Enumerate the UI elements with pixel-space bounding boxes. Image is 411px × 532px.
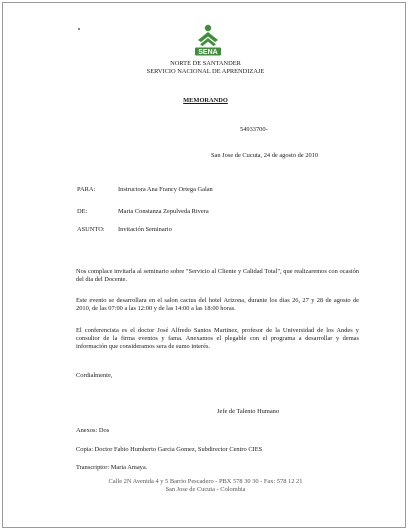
footer-address: Calle 2N Avenida 4 y 5 Barrio Pescadero - PBX 578 30 30 - Fax: 578 12 21: [108, 478, 303, 485]
region-line: NORTE DE SANTANDER: [170, 60, 241, 67]
transcriber-note: Transcriptor: Maria Amaya.: [76, 464, 148, 471]
field-label-de: DE:: [77, 208, 88, 215]
copy-note: Copia: Doctor Fabio Humberto Garcia Gomez, Subdirector Centro CIES: [76, 446, 263, 453]
place-date: San Jose de Cucuta, 24 de agosto de 2010: [211, 152, 319, 159]
attachments-note: Anexos: Dos: [76, 427, 110, 434]
memo-title: MEMORANDO: [183, 97, 228, 104]
sena-logo-icon: [190, 22, 226, 58]
field-value-de: Maria Constanza Zepulveda Rivera: [118, 208, 209, 215]
footer-city: San Jose de Cucuta - Colombia: [165, 486, 246, 493]
body-paragraph-1: Nos complace invitarla al seminario sobre "Servicio al Cliente y Calidad Total", que realizaremos con ocasión del dia del Docente.: [76, 268, 359, 283]
memo-reference: 54933700-: [240, 126, 268, 133]
scan-dot: [78, 28, 80, 30]
body-paragraph-2: Este evento se desarrollara en el salon cactus del hotel Arizona, durante los dias 26, 27 y 28 de agosto de 2010, de las 07:00 a las 12:00 y de las 14:00 a las 18:00 horas.: [76, 297, 359, 312]
institution-line: SERVICIO NACIONAL DE APRENDIZAJE: [146, 68, 265, 75]
signature-title: Jefe de Talento Humano: [217, 408, 280, 415]
logo-text: SENA: [198, 49, 218, 56]
field-label-asunto: ASUNTO:: [77, 226, 105, 233]
body-paragraph-3: El conferencista es el doctor José Alfredo Santos Martinez, profesor de la Universidad de los Andes y consultor de la firma eventos y fama. Anexamos el plegable con el programa a desarrollar y demas información que consideramos sera de sumo interés.: [76, 327, 359, 350]
field-value-asunto: Invitación Seminario: [118, 226, 172, 233]
closing: Cordialmente,: [76, 372, 113, 379]
field-value-para: Instructora Ana Francy Ortega Galan: [118, 186, 213, 193]
field-label-para: PARA:: [77, 186, 96, 193]
